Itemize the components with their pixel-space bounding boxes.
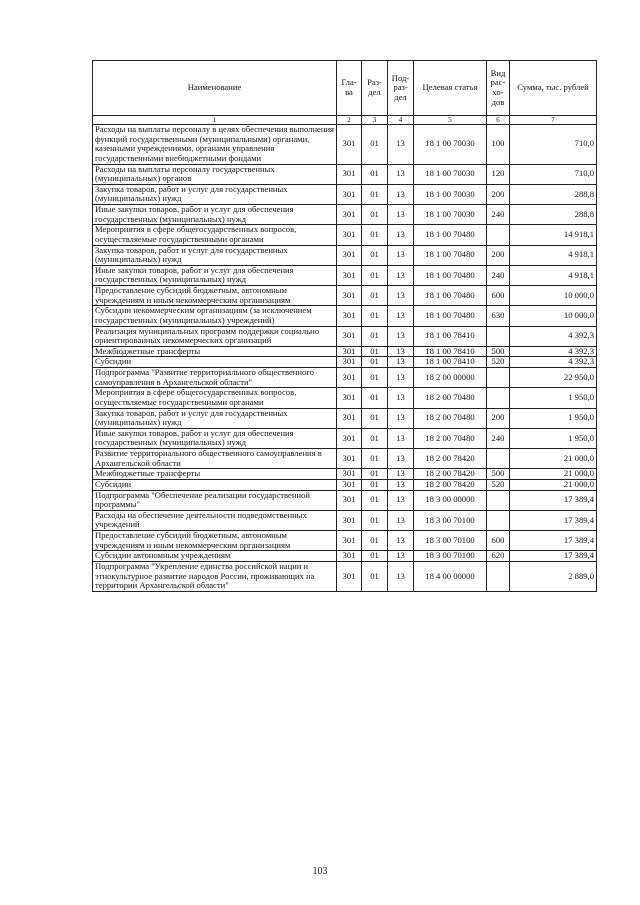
row-subsection: 13 bbox=[388, 125, 414, 165]
row-expense-type: 240 bbox=[487, 205, 510, 225]
row-section: 01 bbox=[362, 428, 388, 448]
table-row bbox=[93, 184, 597, 204]
row-expense-type bbox=[487, 368, 510, 388]
column-number: 6 bbox=[487, 116, 510, 125]
row-amount: 21 000,0 bbox=[510, 479, 597, 490]
row-chapter: 301 bbox=[337, 346, 362, 357]
row-section: 01 bbox=[362, 388, 388, 408]
row-expense-type bbox=[487, 225, 510, 245]
row-section: 01 bbox=[362, 125, 388, 165]
row-section: 01 bbox=[362, 561, 388, 591]
row-chapter: 301 bbox=[337, 388, 362, 408]
row-target-article: 18 1 00 70030 bbox=[414, 164, 487, 184]
row-target-article: 18 1 00 70480 bbox=[414, 306, 487, 326]
row-name: Межбюджетные трансферты bbox=[93, 469, 337, 480]
row-chapter: 301 bbox=[337, 449, 362, 469]
table-row bbox=[93, 561, 597, 591]
header-name: Наименование bbox=[93, 61, 337, 116]
row-section: 01 bbox=[362, 286, 388, 306]
column-number: 4 bbox=[388, 116, 414, 125]
row-amount: 4 392,3 bbox=[510, 346, 597, 357]
table-row bbox=[93, 164, 597, 184]
row-chapter: 301 bbox=[337, 490, 362, 510]
row-expense-type: 200 bbox=[487, 184, 510, 204]
row-subsection: 13 bbox=[388, 326, 414, 346]
row-subsection: 13 bbox=[388, 225, 414, 245]
row-amount: 10 000,0 bbox=[510, 286, 597, 306]
header-exptype: Вид рас-хо-дов bbox=[487, 61, 510, 116]
row-expense-type: 600 bbox=[487, 286, 510, 306]
row-amount: 288,8 bbox=[510, 184, 597, 204]
row-subsection: 13 bbox=[388, 286, 414, 306]
row-target-article: 18 1 00 70030 bbox=[414, 205, 487, 225]
row-target-article: 18 2 00 78420 bbox=[414, 449, 487, 469]
row-chapter: 301 bbox=[337, 531, 362, 551]
row-amount: 2 889,0 bbox=[510, 561, 597, 591]
table-row bbox=[93, 326, 597, 346]
row-amount: 4 392,3 bbox=[510, 357, 597, 368]
table-row bbox=[93, 225, 597, 245]
row-section: 01 bbox=[362, 225, 388, 245]
row-expense-type bbox=[487, 490, 510, 510]
row-section: 01 bbox=[362, 306, 388, 326]
column-number: 5 bbox=[414, 116, 487, 125]
row-target-article: 18 1 00 70480 bbox=[414, 245, 487, 265]
row-name: Закупка товаров, работ и услуг для государственных (муниципальных) нужд bbox=[93, 245, 337, 265]
row-section: 01 bbox=[362, 469, 388, 480]
table-row bbox=[93, 125, 597, 165]
row-name: Реализация муниципальных программ поддержки социально ориентированных некоммерческих организаций bbox=[93, 326, 337, 346]
table-row bbox=[93, 286, 597, 306]
row-amount: 4 392,3 bbox=[510, 326, 597, 346]
header-subsection: Под-раз-дел bbox=[388, 61, 414, 116]
row-name: Подпрограмма "Развитие территориального общественного самоуправления в Архангельской области" bbox=[93, 368, 337, 388]
table-row bbox=[93, 510, 597, 530]
row-expense-type bbox=[487, 510, 510, 530]
row-chapter: 301 bbox=[337, 357, 362, 368]
header-section: Раз-дел bbox=[362, 61, 388, 116]
row-chapter: 301 bbox=[337, 408, 362, 428]
row-name: Иные закупки товаров, работ и услуг для обеспечения государственных (муниципальных) нужд bbox=[93, 205, 337, 225]
table-row bbox=[93, 428, 597, 448]
row-amount: 10 000,0 bbox=[510, 306, 597, 326]
row-section: 01 bbox=[362, 449, 388, 469]
row-chapter: 301 bbox=[337, 225, 362, 245]
row-name: Подпрограмма "Обеспечение реализации государственной программы" bbox=[93, 490, 337, 510]
column-number: 7 bbox=[510, 116, 597, 125]
row-expense-type: 240 bbox=[487, 265, 510, 285]
row-chapter: 301 bbox=[337, 125, 362, 165]
row-expense-type: 520 bbox=[487, 479, 510, 490]
row-section: 01 bbox=[362, 245, 388, 265]
row-subsection: 13 bbox=[388, 408, 414, 428]
row-name: Развитие территориального общественного самоуправления в Архангельской области bbox=[93, 449, 337, 469]
row-section: 01 bbox=[362, 551, 388, 562]
row-target-article: 18 1 00 78410 bbox=[414, 346, 487, 357]
row-chapter: 301 bbox=[337, 286, 362, 306]
row-chapter: 301 bbox=[337, 184, 362, 204]
row-section: 01 bbox=[362, 164, 388, 184]
row-section: 01 bbox=[362, 205, 388, 225]
table-row bbox=[93, 449, 597, 469]
row-subsection: 13 bbox=[388, 245, 414, 265]
row-target-article: 18 3 00 70100 bbox=[414, 551, 487, 562]
row-name: Предоставление субсидий бюджетным, автономным учреждениям и иным некоммерческим организациям bbox=[93, 286, 337, 306]
row-section: 01 bbox=[362, 408, 388, 428]
row-subsection: 13 bbox=[388, 510, 414, 530]
table-row bbox=[93, 357, 597, 368]
row-name: Мероприятия в сфере общегосударственных вопросов, осуществляемые государственными органами bbox=[93, 225, 337, 245]
row-subsection: 13 bbox=[388, 490, 414, 510]
row-subsection: 13 bbox=[388, 184, 414, 204]
row-amount: 17 389,4 bbox=[510, 490, 597, 510]
row-section: 01 bbox=[362, 265, 388, 285]
column-number: 3 bbox=[362, 116, 388, 125]
row-amount: 1 950,0 bbox=[510, 428, 597, 448]
row-expense-type: 500 bbox=[487, 346, 510, 357]
row-subsection: 13 bbox=[388, 428, 414, 448]
row-name: Межбюджетные трансферты bbox=[93, 346, 337, 357]
table-body bbox=[93, 125, 597, 592]
row-target-article: 18 1 00 70480 bbox=[414, 265, 487, 285]
row-name: Закупка товаров, работ и услуг для государственных (муниципальных) нужд bbox=[93, 184, 337, 204]
row-name: Субсидии bbox=[93, 357, 337, 368]
row-target-article: 18 3 00 70100 bbox=[414, 510, 487, 530]
row-expense-type: 200 bbox=[487, 245, 510, 265]
row-subsection: 13 bbox=[388, 388, 414, 408]
table-row bbox=[93, 368, 597, 388]
row-chapter: 301 bbox=[337, 479, 362, 490]
header-target: Целевая статья bbox=[414, 61, 487, 116]
column-number: 1 bbox=[93, 116, 337, 125]
row-expense-type: 600 bbox=[487, 531, 510, 551]
row-expense-type bbox=[487, 326, 510, 346]
row-subsection: 13 bbox=[388, 479, 414, 490]
table-row bbox=[93, 306, 597, 326]
row-name: Расходы на выплаты персоналу в целях обеспечения выполнения функций государственными (муниципальными) органами, казенными учреждениями, органами управления государственными внебюджетными фондами bbox=[93, 125, 337, 165]
table-row bbox=[93, 388, 597, 408]
row-target-article: 18 2 00 78420 bbox=[414, 479, 487, 490]
row-subsection: 13 bbox=[388, 561, 414, 591]
row-expense-type bbox=[487, 388, 510, 408]
row-chapter: 301 bbox=[337, 551, 362, 562]
page-number: 103 bbox=[312, 866, 328, 877]
row-chapter: 301 bbox=[337, 306, 362, 326]
row-section: 01 bbox=[362, 357, 388, 368]
row-chapter: 301 bbox=[337, 265, 362, 285]
row-chapter: 301 bbox=[337, 510, 362, 530]
row-chapter: 301 bbox=[337, 245, 362, 265]
row-chapter: 301 bbox=[337, 368, 362, 388]
row-subsection: 13 bbox=[388, 265, 414, 285]
row-amount: 22 950,0 bbox=[510, 368, 597, 388]
row-name: Закупка товаров, работ и услуг для государственных (муниципальных) нужд bbox=[93, 408, 337, 428]
row-target-article: 18 1 00 70030 bbox=[414, 184, 487, 204]
row-name: Субсидии автономным учреждениям bbox=[93, 551, 337, 562]
row-chapter: 301 bbox=[337, 326, 362, 346]
row-expense-type bbox=[487, 561, 510, 591]
row-section: 01 bbox=[362, 368, 388, 388]
row-subsection: 13 bbox=[388, 531, 414, 551]
row-section: 01 bbox=[362, 184, 388, 204]
row-section: 01 bbox=[362, 490, 388, 510]
header-amount: Сумма, тыс. рублей bbox=[510, 61, 597, 116]
row-name: Субсидии bbox=[93, 479, 337, 490]
row-amount: 4 918,1 bbox=[510, 265, 597, 285]
row-target-article: 18 3 00 70100 bbox=[414, 531, 487, 551]
row-expense-type: 240 bbox=[487, 428, 510, 448]
row-name: Субсидии некоммерческим организациям (за исключением государственных (муниципальных) учреждений) bbox=[93, 306, 337, 326]
row-subsection: 13 bbox=[388, 551, 414, 562]
row-section: 01 bbox=[362, 326, 388, 346]
row-chapter: 301 bbox=[337, 469, 362, 480]
row-amount: 710,0 bbox=[510, 125, 597, 165]
row-amount: 4 918,1 bbox=[510, 245, 597, 265]
table-row bbox=[93, 531, 597, 551]
row-target-article: 18 4 00 00000 bbox=[414, 561, 487, 591]
table-row bbox=[93, 265, 597, 285]
row-target-article: 18 2 00 70480 bbox=[414, 408, 487, 428]
row-amount: 288,8 bbox=[510, 205, 597, 225]
row-chapter: 301 bbox=[337, 428, 362, 448]
table-row bbox=[93, 469, 597, 480]
row-name: Расходы на выплаты персоналу государственных (муниципальных) органов bbox=[93, 164, 337, 184]
row-name: Предоставление субсидий бюджетным, автономным учреждениям и иным некоммерческим организациям bbox=[93, 531, 337, 551]
row-target-article: 18 1 00 70030 bbox=[414, 125, 487, 165]
row-amount: 1 950,0 bbox=[510, 408, 597, 428]
row-name: Иные закупки товаров, работ и услуг для обеспечения государственных (муниципальных) нужд bbox=[93, 428, 337, 448]
row-target-article: 18 1 00 70480 bbox=[414, 286, 487, 306]
row-amount: 21 000,0 bbox=[510, 469, 597, 480]
table-row bbox=[93, 408, 597, 428]
table-header-row bbox=[93, 61, 597, 116]
row-target-article: 18 2 00 70480 bbox=[414, 388, 487, 408]
row-expense-type: 200 bbox=[487, 408, 510, 428]
table-row bbox=[93, 245, 597, 265]
row-amount: 17 389,4 bbox=[510, 510, 597, 530]
row-expense-type: 100 bbox=[487, 125, 510, 165]
row-section: 01 bbox=[362, 510, 388, 530]
row-expense-type: 120 bbox=[487, 164, 510, 184]
row-name: Иные закупки товаров, работ и услуг для обеспечения государственных (муниципальных) нужд bbox=[93, 265, 337, 285]
row-name: Подпрограмма "Укрепление единства российской нации и этнокультурное развитие народов России, проживающих на территории Архангельской области" bbox=[93, 561, 337, 591]
row-subsection: 13 bbox=[388, 469, 414, 480]
row-amount: 710,0 bbox=[510, 164, 597, 184]
row-subsection: 13 bbox=[388, 449, 414, 469]
row-expense-type: 620 bbox=[487, 551, 510, 562]
row-target-article: 18 3 00 00000 bbox=[414, 490, 487, 510]
row-subsection: 13 bbox=[388, 368, 414, 388]
header-chapter: Гла-ва bbox=[337, 61, 362, 116]
table-row bbox=[93, 551, 597, 562]
row-name: Расходы на обеспечение деятельности подведомственных учреждений bbox=[93, 510, 337, 530]
row-name: Мероприятия в сфере общегосударственных вопросов, осуществляемые государственными органами bbox=[93, 388, 337, 408]
row-subsection: 13 bbox=[388, 306, 414, 326]
row-amount: 17 389,4 bbox=[510, 531, 597, 551]
row-section: 01 bbox=[362, 346, 388, 357]
row-section: 01 bbox=[362, 531, 388, 551]
row-section: 01 bbox=[362, 479, 388, 490]
column-number: 2 bbox=[337, 116, 362, 125]
row-target-article: 18 2 00 78420 bbox=[414, 469, 487, 480]
row-chapter: 301 bbox=[337, 205, 362, 225]
row-expense-type: 520 bbox=[487, 357, 510, 368]
row-amount: 14 918,1 bbox=[510, 225, 597, 245]
budget-table bbox=[92, 60, 597, 592]
row-target-article: 18 1 00 70480 bbox=[414, 225, 487, 245]
table-row bbox=[93, 205, 597, 225]
row-chapter: 301 bbox=[337, 561, 362, 591]
table-row bbox=[93, 346, 597, 357]
row-amount: 17 389,4 bbox=[510, 551, 597, 562]
row-subsection: 13 bbox=[388, 357, 414, 368]
row-amount: 21 000,0 bbox=[510, 449, 597, 469]
row-subsection: 13 bbox=[388, 346, 414, 357]
row-chapter: 301 bbox=[337, 164, 362, 184]
table-row bbox=[93, 479, 597, 490]
row-target-article: 18 1 00 78410 bbox=[414, 357, 487, 368]
row-subsection: 13 bbox=[388, 164, 414, 184]
row-expense-type bbox=[487, 449, 510, 469]
row-subsection: 13 bbox=[388, 205, 414, 225]
row-target-article: 18 1 00 78410 bbox=[414, 326, 487, 346]
row-target-article: 18 2 00 70480 bbox=[414, 428, 487, 448]
row-amount: 1 950,0 bbox=[510, 388, 597, 408]
row-expense-type: 500 bbox=[487, 469, 510, 480]
table-row bbox=[93, 490, 597, 510]
row-target-article: 18 2 00 00000 bbox=[414, 368, 487, 388]
row-expense-type: 630 bbox=[487, 306, 510, 326]
